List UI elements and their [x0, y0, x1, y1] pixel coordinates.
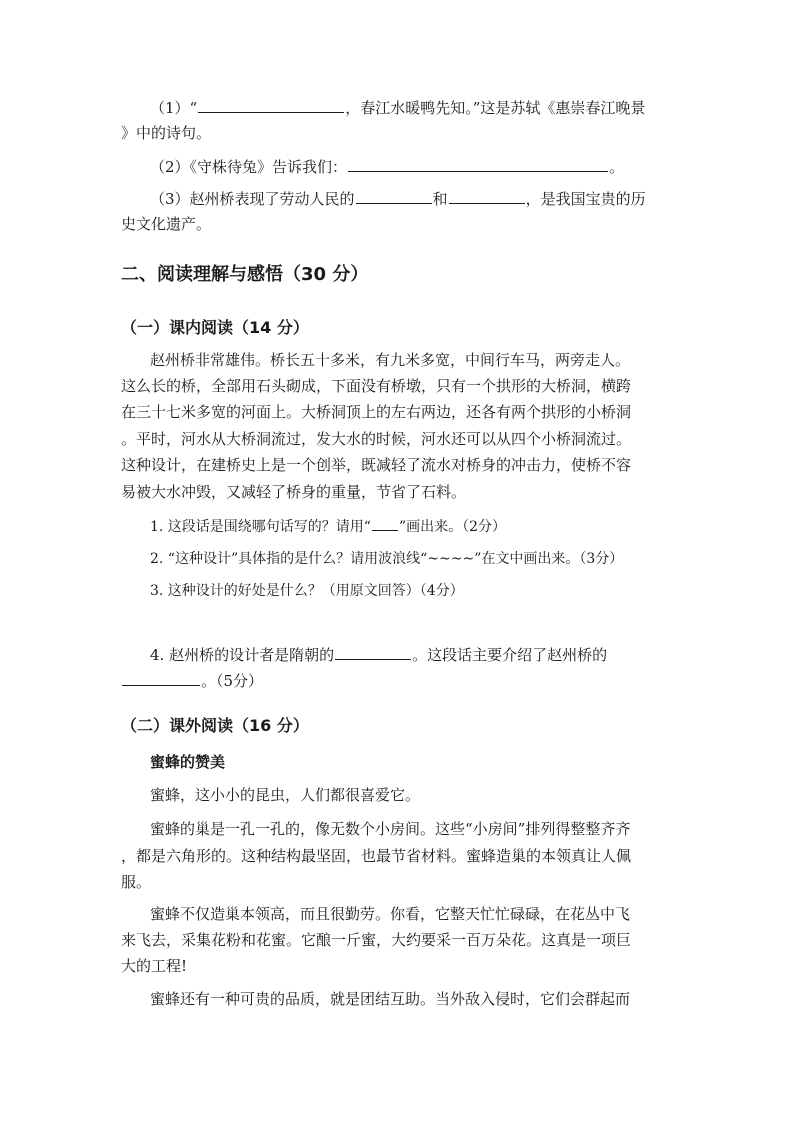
fill-question-3-cont — [121, 213, 681, 235]
fill-q3-suffix: 史文化遗产。 — [121, 215, 212, 233]
fill-question-2 — [150, 155, 710, 178]
passage-line: 在三十七米多宽的河面上。大桥洞顶上的左右两边，还各有两个拱形的小桥洞 — [121, 403, 632, 421]
rq1-prefix: 1. 这段话是围绕哪句话写的？请用“ — [150, 519, 371, 535]
answer-blank-2[interactable] — [348, 155, 608, 172]
part1-heading: （一）课内阅读（14 分） — [121, 318, 309, 337]
passage-line: 。平时，河水从大桥洞流过，发大水的时候，河水还可以从四个小桥洞流过。 — [121, 430, 632, 448]
article-paragraph: 蜜蜂，这小小的昆虫，人们都很喜爱它。 — [150, 786, 421, 804]
reading-question-4 — [150, 643, 710, 666]
reading-question-2: 2. “这种设计”具体指的是什么？请用波浪线“~~~~”在文中画出来。（3分） — [150, 551, 624, 567]
article-paragraph: 蜜蜂不仅造巢本领高，而且很勤劳。你看，它整天忙忙碌碌，在花丛中飞 — [150, 905, 631, 923]
article-title: 蜜蜂的赞美 — [150, 753, 226, 771]
rq4-suffix: 。（5分） — [201, 672, 264, 690]
article-paragraph: 大的工程! — [121, 957, 188, 975]
fill-q3-and: 和 — [432, 190, 448, 208]
fill-q3-mid: ，是我国宝贵的历 — [525, 190, 646, 208]
rq4-prefix: 4. 赵州桥的设计者是隋朝的 — [150, 646, 335, 664]
passage-line: 这么长的桥，全部用石头砌成，下面没有桥墩，只有一个拱形的大桥洞，横跨 — [121, 377, 632, 395]
article-paragraph: 来飞去，采集花粉和花蜜。它酿一斤蜜，大约要采一百万朵花。这真是一项巨 — [121, 931, 632, 949]
rq4-mid: 。这段话主要介绍了赵州桥的 — [412, 646, 608, 664]
underline-sample — [372, 514, 398, 531]
fill-q1-suffix: 》中的诗句。 — [121, 124, 212, 142]
fill-q1-mid: ，春江水暖鸭先知。”这是苏轼《惠崇春江晚景 — [345, 99, 646, 117]
fill-q2-prefix: （2）《守株待兔》告诉我们： — [150, 158, 348, 176]
article-paragraph: 蜜蜂的巢是一孔一孔的，像无数个小房间。这些“小房间”排列得整整齐齐 — [150, 820, 631, 838]
fill-question-1-cont — [121, 122, 681, 144]
rq1-suffix: ”画出来。（2分） — [398, 519, 507, 535]
passage-line: 这种设计，在建桥史上是一个创举，既减轻了流水对桥身的冲击力，使桥不容 — [121, 456, 632, 474]
answer-blank-4[interactable] — [449, 187, 525, 204]
article-paragraph: 服。 — [121, 873, 152, 891]
fill-q1-prefix: （1）“ — [150, 99, 198, 117]
passage-line: 赵州桥非常雄伟。桥长五十多米，有九米多宽，中间行车马，两旁走人。 — [150, 351, 631, 369]
article-paragraph: ，都是六角形的。这种结构最坚固，也最节省材料。蜜蜂造巢的本领真让人佩 — [121, 847, 632, 865]
article-paragraph: 蜜蜂还有一种可贵的品质，就是团结互助。当外敌入侵时，它们会群起而 — [150, 990, 631, 1008]
fill-question-3 — [150, 187, 710, 210]
answer-blank-6[interactable] — [122, 669, 200, 686]
reading-question-4-cont — [121, 669, 681, 692]
part2-heading: （二）课外阅读（16 分） — [121, 716, 309, 735]
fill-q3-prefix: （3）赵州桥表现了劳动人民的 — [150, 190, 355, 208]
reading-question-3: 3. 这种设计的好处是什么？（用原文回答）（4分） — [150, 583, 464, 599]
answer-blank-1[interactable] — [198, 96, 344, 113]
fill-question-1 — [150, 96, 710, 119]
answer-blank-5[interactable] — [335, 643, 411, 660]
answer-blank-3[interactable] — [356, 187, 432, 204]
passage-line: 易被大水冲毁，又减轻了桥身的重量，节省了石料。 — [121, 483, 467, 501]
fill-q2-suffix: 。 — [609, 158, 625, 176]
reading-question-1 — [150, 514, 506, 538]
section-heading: 二、阅读理解与感悟（30 分） — [121, 264, 369, 285]
